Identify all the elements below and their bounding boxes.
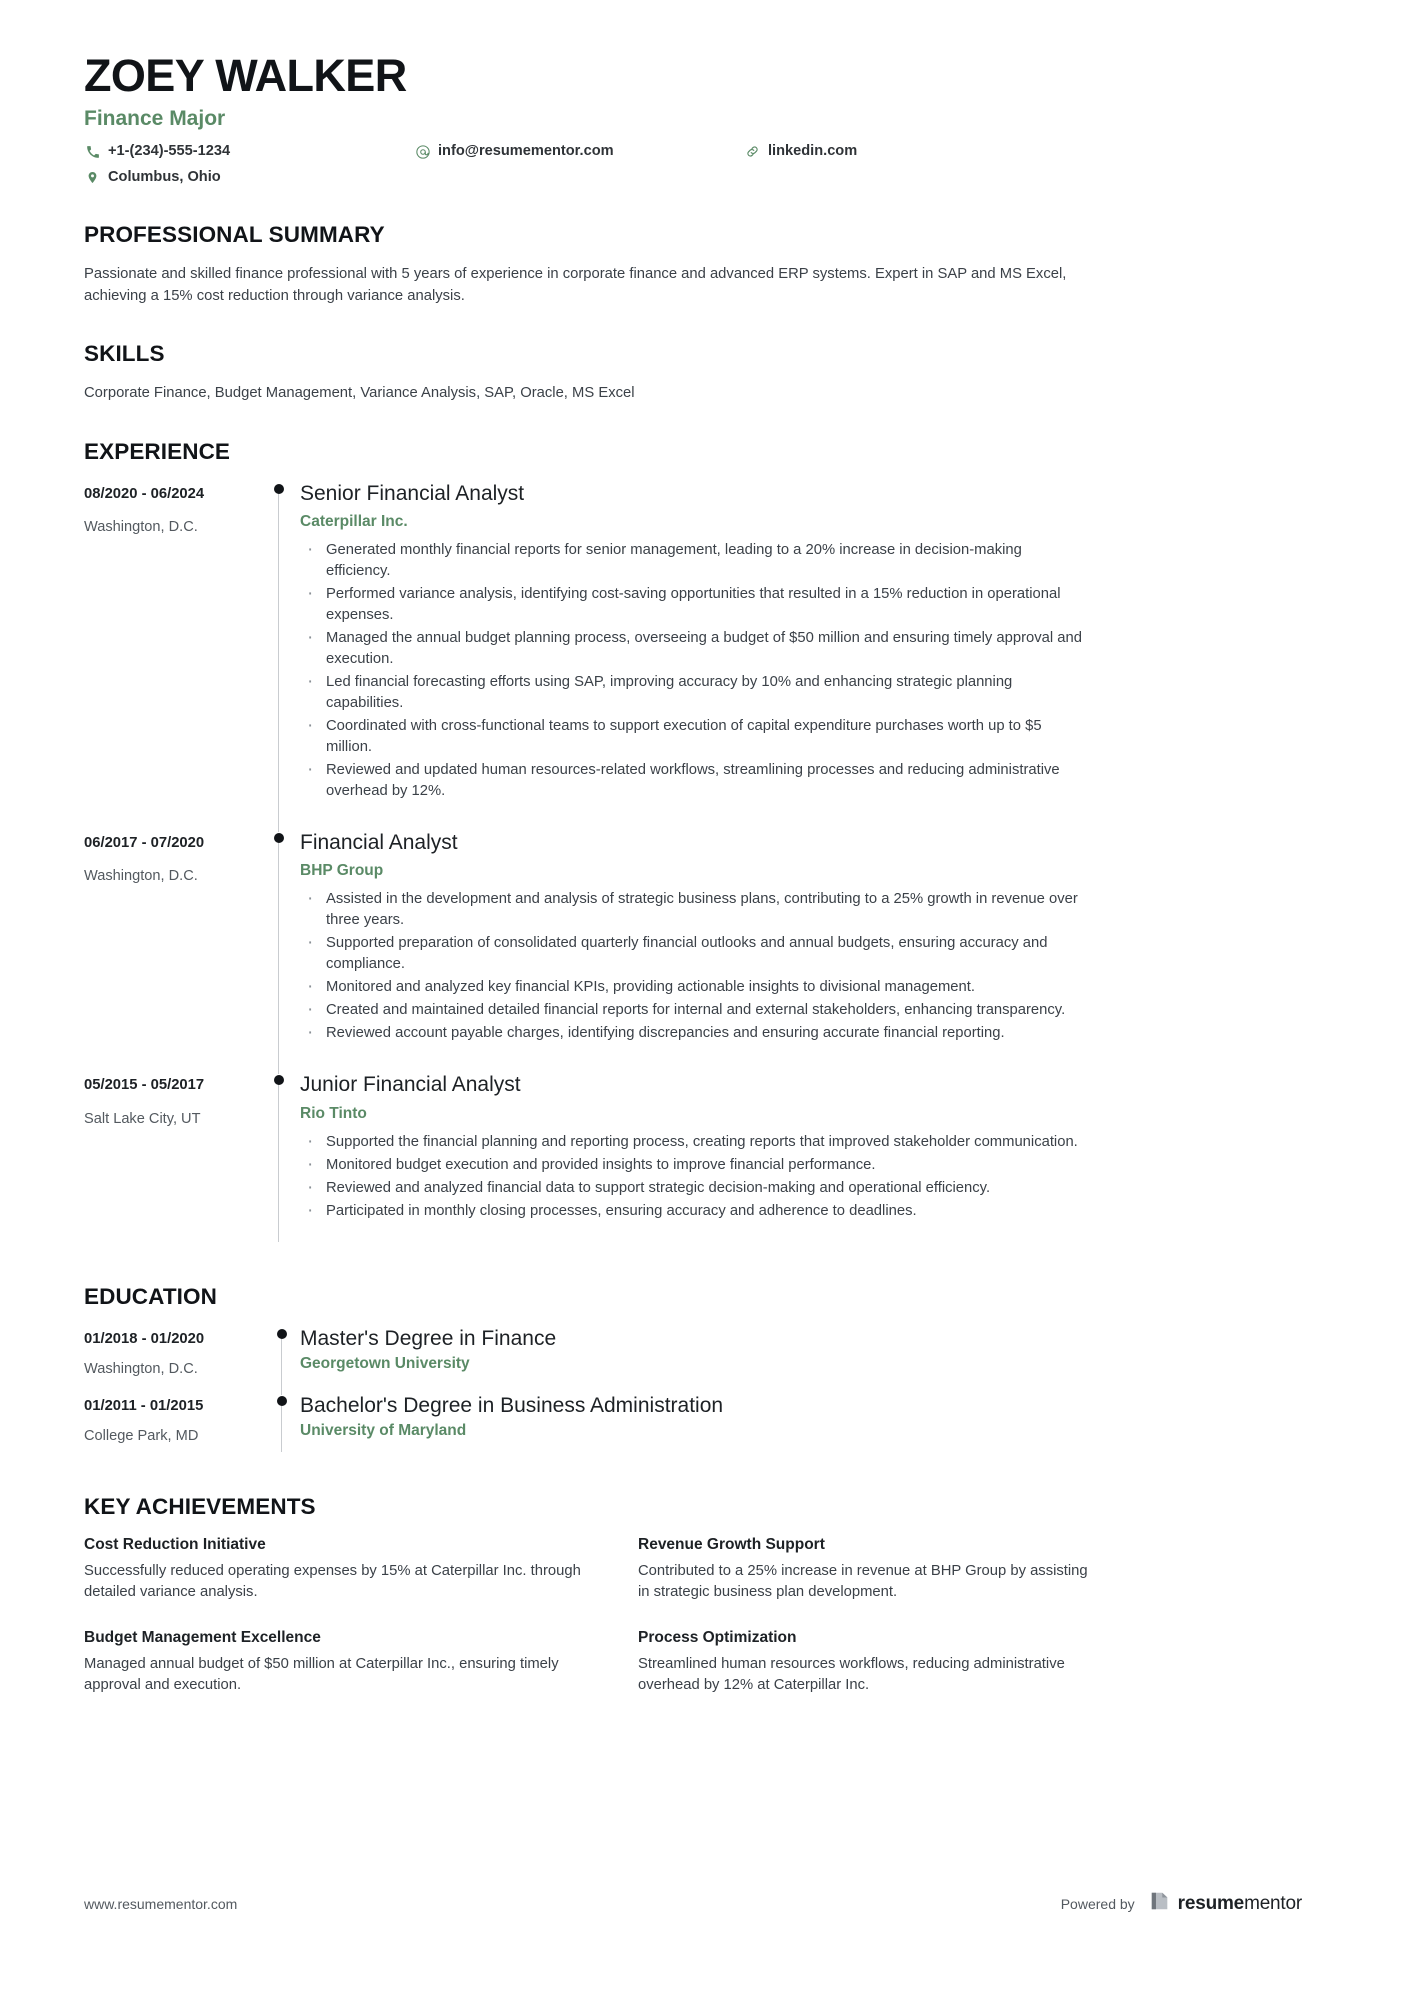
timeline-line	[278, 490, 279, 832]
experience-bullet: · Supported preparation of consolidated quarterly financial outlooks and annual budgets, ensuring accuracy and compliance.	[300, 933, 1090, 975]
powered-by-label: Powered by	[1060, 1895, 1135, 1912]
timeline-dot	[274, 1075, 284, 1085]
contact-phone[interactable]	[84, 140, 414, 163]
achievement-title: Budget Management Excellence	[84, 1629, 321, 1647]
experience-date: 05/2015 - 05/2017	[84, 1077, 205, 1094]
location-pin-icon	[84, 169, 101, 186]
experience-company: Rio Tinto	[300, 1104, 367, 1122]
education-meta	[84, 1393, 270, 1460]
section-title-summary: PROFESSIONAL SUMMARY	[84, 222, 385, 248]
experience-location: Washington, D.C.	[84, 868, 198, 885]
education-degree: Bachelor's Degree in Business Administration	[300, 1393, 724, 1417]
email-icon	[414, 143, 431, 160]
timeline-rail	[264, 481, 300, 830]
timeline-rail	[264, 830, 300, 1072]
experience-meta	[84, 481, 264, 830]
section-skills	[84, 341, 1302, 404]
experience-bullet: · Managed the annual budget planning process, overseeing a budget of $50 million and ensuring timely approval and execution.	[300, 628, 1090, 670]
experience-bullet: · Led financial forecasting efforts using SAP, improving accuracy by 10% and enhancing strategic planning capabilities.	[300, 672, 1090, 714]
experience-meta	[84, 1072, 264, 1249]
education-date: 01/2011 - 01/2015	[84, 1397, 204, 1414]
timeline-line	[278, 839, 279, 1074]
timeline-line	[281, 1402, 282, 1452]
timeline-line	[278, 1081, 279, 1241]
page-footer	[84, 1890, 1302, 1917]
brand-light-part: mentor	[1244, 1892, 1302, 1914]
education-school: University of Maryland	[300, 1422, 467, 1440]
experience-bullet: · Participated in monthly closing processes, ensuring accuracy and adherence to deadlines.	[300, 1201, 1090, 1222]
resume-header	[84, 52, 1302, 188]
experience-role: Senior Financial Analyst	[300, 481, 525, 505]
section-title-education: EDUCATION	[84, 1283, 217, 1309]
experience-company: Caterpillar Inc.	[300, 513, 408, 531]
footer-branding	[1061, 1890, 1302, 1917]
experience-bullets	[300, 1132, 1302, 1222]
section-experience	[84, 439, 1302, 1250]
achievement-description: Streamlined human resources workflows, reducing administrative overhead by 12% at Caterpillar Inc.	[638, 1656, 1065, 1694]
contact-linkedin[interactable]	[744, 140, 1074, 163]
achievement-title: Cost Reduction Initiative	[84, 1536, 266, 1554]
skills-list: Corporate Finance, Budget Management, Variance Analysis, SAP, Oracle, MS Excel	[84, 385, 635, 402]
phone-icon	[84, 143, 101, 160]
experience-location: Washington, D.C.	[84, 519, 198, 536]
section-education	[84, 1284, 1302, 1461]
contact-info	[84, 140, 1094, 188]
experience-bullet: · Performed variance analysis, identifying cost-saving opportunities that resulted in a 15% reduction in operational expenses.	[300, 584, 1090, 626]
experience-role: Financial Analyst	[300, 831, 458, 855]
education-meta	[84, 1326, 270, 1393]
education-item	[84, 1393, 1302, 1460]
resumementor-wordmark	[1178, 1893, 1302, 1915]
achievement-item	[638, 1629, 1094, 1696]
experience-bullets	[300, 540, 1302, 802]
education-degree: Master's Degree in Finance	[300, 1326, 557, 1350]
section-key-achievements	[84, 1494, 1302, 1696]
achievements-grid	[84, 1536, 1094, 1696]
experience-body	[300, 830, 1302, 1072]
education-item	[84, 1326, 1302, 1393]
experience-bullet: · Assisted in the development and analysis of strategic business plans, contributing to a 25% growth in revenue over three years.	[300, 889, 1090, 931]
experience-body	[300, 1072, 1302, 1249]
section-professional-summary	[84, 222, 1302, 307]
footer-website-url[interactable]: www.resumementor.com	[84, 1895, 238, 1912]
experience-bullet: · Reviewed and updated human resources-related workflows, streamlining processes and reducing administrative overhead by 12%.	[300, 760, 1090, 802]
experience-date: 08/2020 - 06/2024	[84, 485, 205, 502]
education-date: 01/2018 - 01/2020	[84, 1330, 205, 1347]
experience-meta	[84, 830, 264, 1072]
experience-body	[300, 481, 1302, 830]
timeline-line	[281, 1335, 282, 1395]
experience-location: Salt Lake City, UT	[84, 1110, 201, 1127]
link-icon	[744, 143, 761, 160]
timeline-rail	[264, 1072, 300, 1249]
education-body	[300, 1326, 1302, 1393]
timeline-dot	[277, 1329, 287, 1339]
experience-bullet: · Generated monthly financial reports for senior management, leading to a 20% increase in decision-making efficiency.	[300, 540, 1090, 582]
resumementor-mark-icon	[1149, 1890, 1171, 1917]
experience-role: Junior Financial Analyst	[300, 1073, 521, 1097]
achievement-item	[84, 1629, 584, 1696]
achievement-description: Successfully reduced operating expenses by 15% at Caterpillar Inc. through detailed variance analysis.	[84, 1563, 581, 1601]
education-body	[300, 1393, 1302, 1460]
section-title-skills: SKILLS	[84, 341, 165, 367]
experience-bullet: · Reviewed and analyzed financial data to support strategic decision-making and operational efficiency.	[300, 1178, 1090, 1199]
experience-item	[84, 830, 1302, 1072]
achievement-title: Process Optimization	[638, 1629, 797, 1647]
contact-phone-label: +1-(234)-555-1234	[108, 143, 231, 160]
timeline-rail	[270, 1393, 300, 1460]
experience-bullet: · Monitored and analyzed key financial KPIs, providing actionable insights to divisional management.	[300, 977, 1090, 998]
experience-bullet: · Created and maintained detailed financial reports for internal and external stakeholders, enhancing transparency.	[300, 1000, 1090, 1021]
achievement-title: Revenue Growth Support	[638, 1536, 825, 1554]
contact-location-label: Columbus, Ohio	[108, 168, 221, 185]
education-location: Washington, D.C.	[84, 1360, 198, 1377]
contact-email[interactable]	[414, 140, 744, 163]
timeline-dot	[274, 833, 284, 843]
experience-bullet: · Supported the financial planning and reporting process, creating reports that improved stakeholder communication.	[300, 1132, 1090, 1153]
section-title-achievements: KEY ACHIEVEMENTS	[84, 1494, 316, 1520]
summary-text: Passionate and skilled finance professional with 5 years of experience in corporate finance and advanced ERP systems. Expert in SAP and MS Excel, achieving a 15% cost reduction through variance analysis.	[84, 266, 1067, 304]
achievement-description: Managed annual budget of $50 million at Caterpillar Inc., ensuring timely approval and execution.	[84, 1656, 559, 1694]
experience-item	[84, 1072, 1302, 1249]
experience-bullet: · Monitored budget execution and provided insights to improve financial performance.	[300, 1155, 1090, 1176]
experience-date: 06/2017 - 07/2020	[84, 835, 205, 852]
contact-email-label: info@resumementor.com	[438, 143, 614, 160]
education-location: College Park, MD	[84, 1428, 199, 1445]
timeline-dot	[277, 1396, 287, 1406]
brand-bold-part: resume	[1177, 1892, 1245, 1914]
experience-bullet: · Reviewed account payable charges, identifying discrepancies and ensuring accurate financial reporting.	[300, 1023, 1090, 1044]
experience-bullets	[300, 889, 1302, 1044]
candidate-job-title: Finance Major	[84, 107, 226, 131]
contact-linkedin-label: linkedin.com	[768, 143, 858, 160]
experience-bullet: · Coordinated with cross-functional teams to support execution of capital expenditure purchases worth up to $5 million.	[300, 716, 1090, 758]
resumementor-logo	[1149, 1890, 1302, 1917]
experience-company: BHP Group	[300, 862, 384, 880]
experience-item	[84, 481, 1302, 830]
candidate-name: ZOEY WALKER	[84, 50, 407, 101]
timeline-rail	[270, 1326, 300, 1393]
achievement-item	[84, 1536, 584, 1603]
achievement-description: Contributed to a 25% increase in revenue at BHP Group by assisting in strategic business plan development.	[638, 1563, 1088, 1601]
timeline-dot	[274, 484, 284, 494]
achievement-item	[638, 1536, 1094, 1603]
education-school: Georgetown University	[300, 1354, 470, 1372]
section-title-experience: EXPERIENCE	[84, 438, 231, 464]
contact-location	[84, 166, 414, 189]
